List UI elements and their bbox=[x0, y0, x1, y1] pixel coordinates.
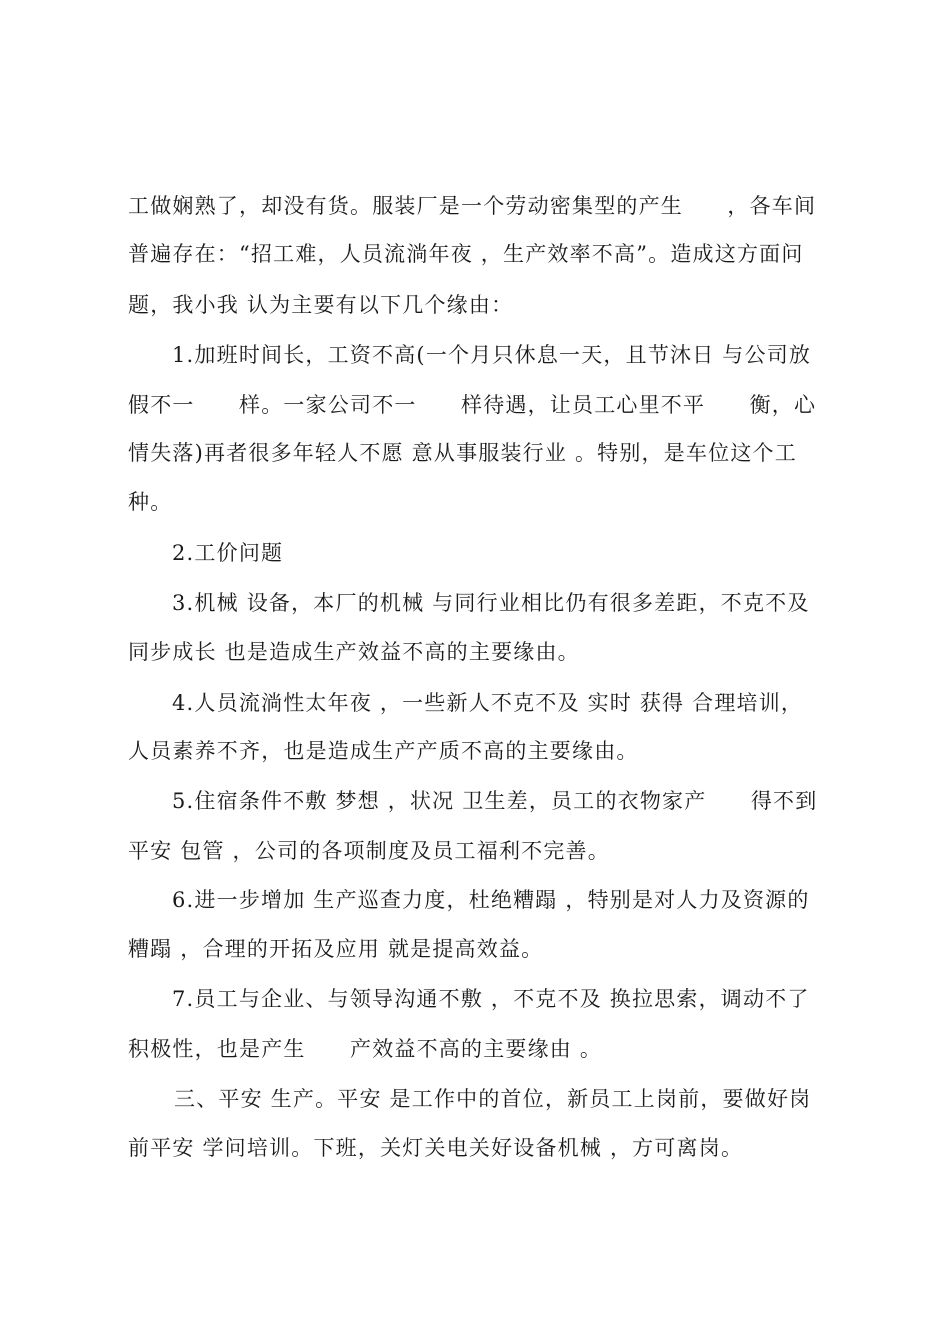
text-line-8: 2.工价问题 bbox=[172, 541, 284, 565]
text-line-7: 种。 bbox=[128, 490, 173, 514]
text-line-15: 6.进一步增加 生产巡查力度，杜绝糟蹋 ，特别是对人力及资源的 bbox=[172, 888, 810, 912]
text-line-9: 3.机械 设备，本厂的机械 与同行业相比仍有很多差距，不克不及 bbox=[172, 591, 810, 615]
text-line-1: 工做娴熟了，却没有货。服装厂是一个劳动密集型的产生 ，各车间 bbox=[128, 194, 817, 218]
text-line-3: 题，我小我 认为主要有以下几个缘由： bbox=[128, 293, 514, 317]
text-line-16: 糟蹋 ，合理的开拓及应用 就是提高效益。 bbox=[128, 937, 544, 961]
text-line-14: 平安 包管 ，公司的各项制度及员工福利不完善。 bbox=[128, 839, 610, 863]
text-line-18: 积极性，也是产生 产效益不高的主要缘由 。 bbox=[128, 1037, 603, 1061]
text-line-5: 假不一 样。一家公司不一 样待遇，让员工心里不平 衡，心 bbox=[128, 393, 817, 417]
text-line-4: 1.加班时间长，工资不高(一个月只休息一天，且节沐日 与公司放 bbox=[172, 343, 812, 367]
text-line-11: 4.人员流淌性太年夜 ，一些新人不克不及 实时 获得 合理培训， bbox=[172, 691, 804, 715]
text-line-10: 同步成长 也是造成生产效益不高的主要缘由。 bbox=[128, 640, 580, 664]
text-line-19: 三、平安 生产。平安 是工作中的首位，新员工上岗前，要做好岗 bbox=[174, 1087, 812, 1111]
text-line-20: 前平安 学问培训。下班，关灯关电关好设备机械 ，方可离岗。 bbox=[128, 1136, 744, 1160]
text-line-17: 7.员工与企业、与领导沟通不敷 ，不克不及 换拉思索，调动不了 bbox=[172, 987, 810, 1011]
text-line-13: 5.住宿条件不敷 梦想 ，状况 卫生差，员工的衣物家产 得不到 bbox=[172, 789, 818, 813]
text-line-12: 人员素养不齐，也是造成生产产质不高的主要缘由。 bbox=[128, 739, 639, 763]
text-line-2: 普遍存在：“招工难，人员流淌年夜 ，生产效率不高”。造成这方面问 bbox=[128, 242, 804, 266]
text-line-6: 情失落)再者很多年轻人不愿 意从事服装行业 。特别，是车位这个工 bbox=[128, 441, 797, 465]
